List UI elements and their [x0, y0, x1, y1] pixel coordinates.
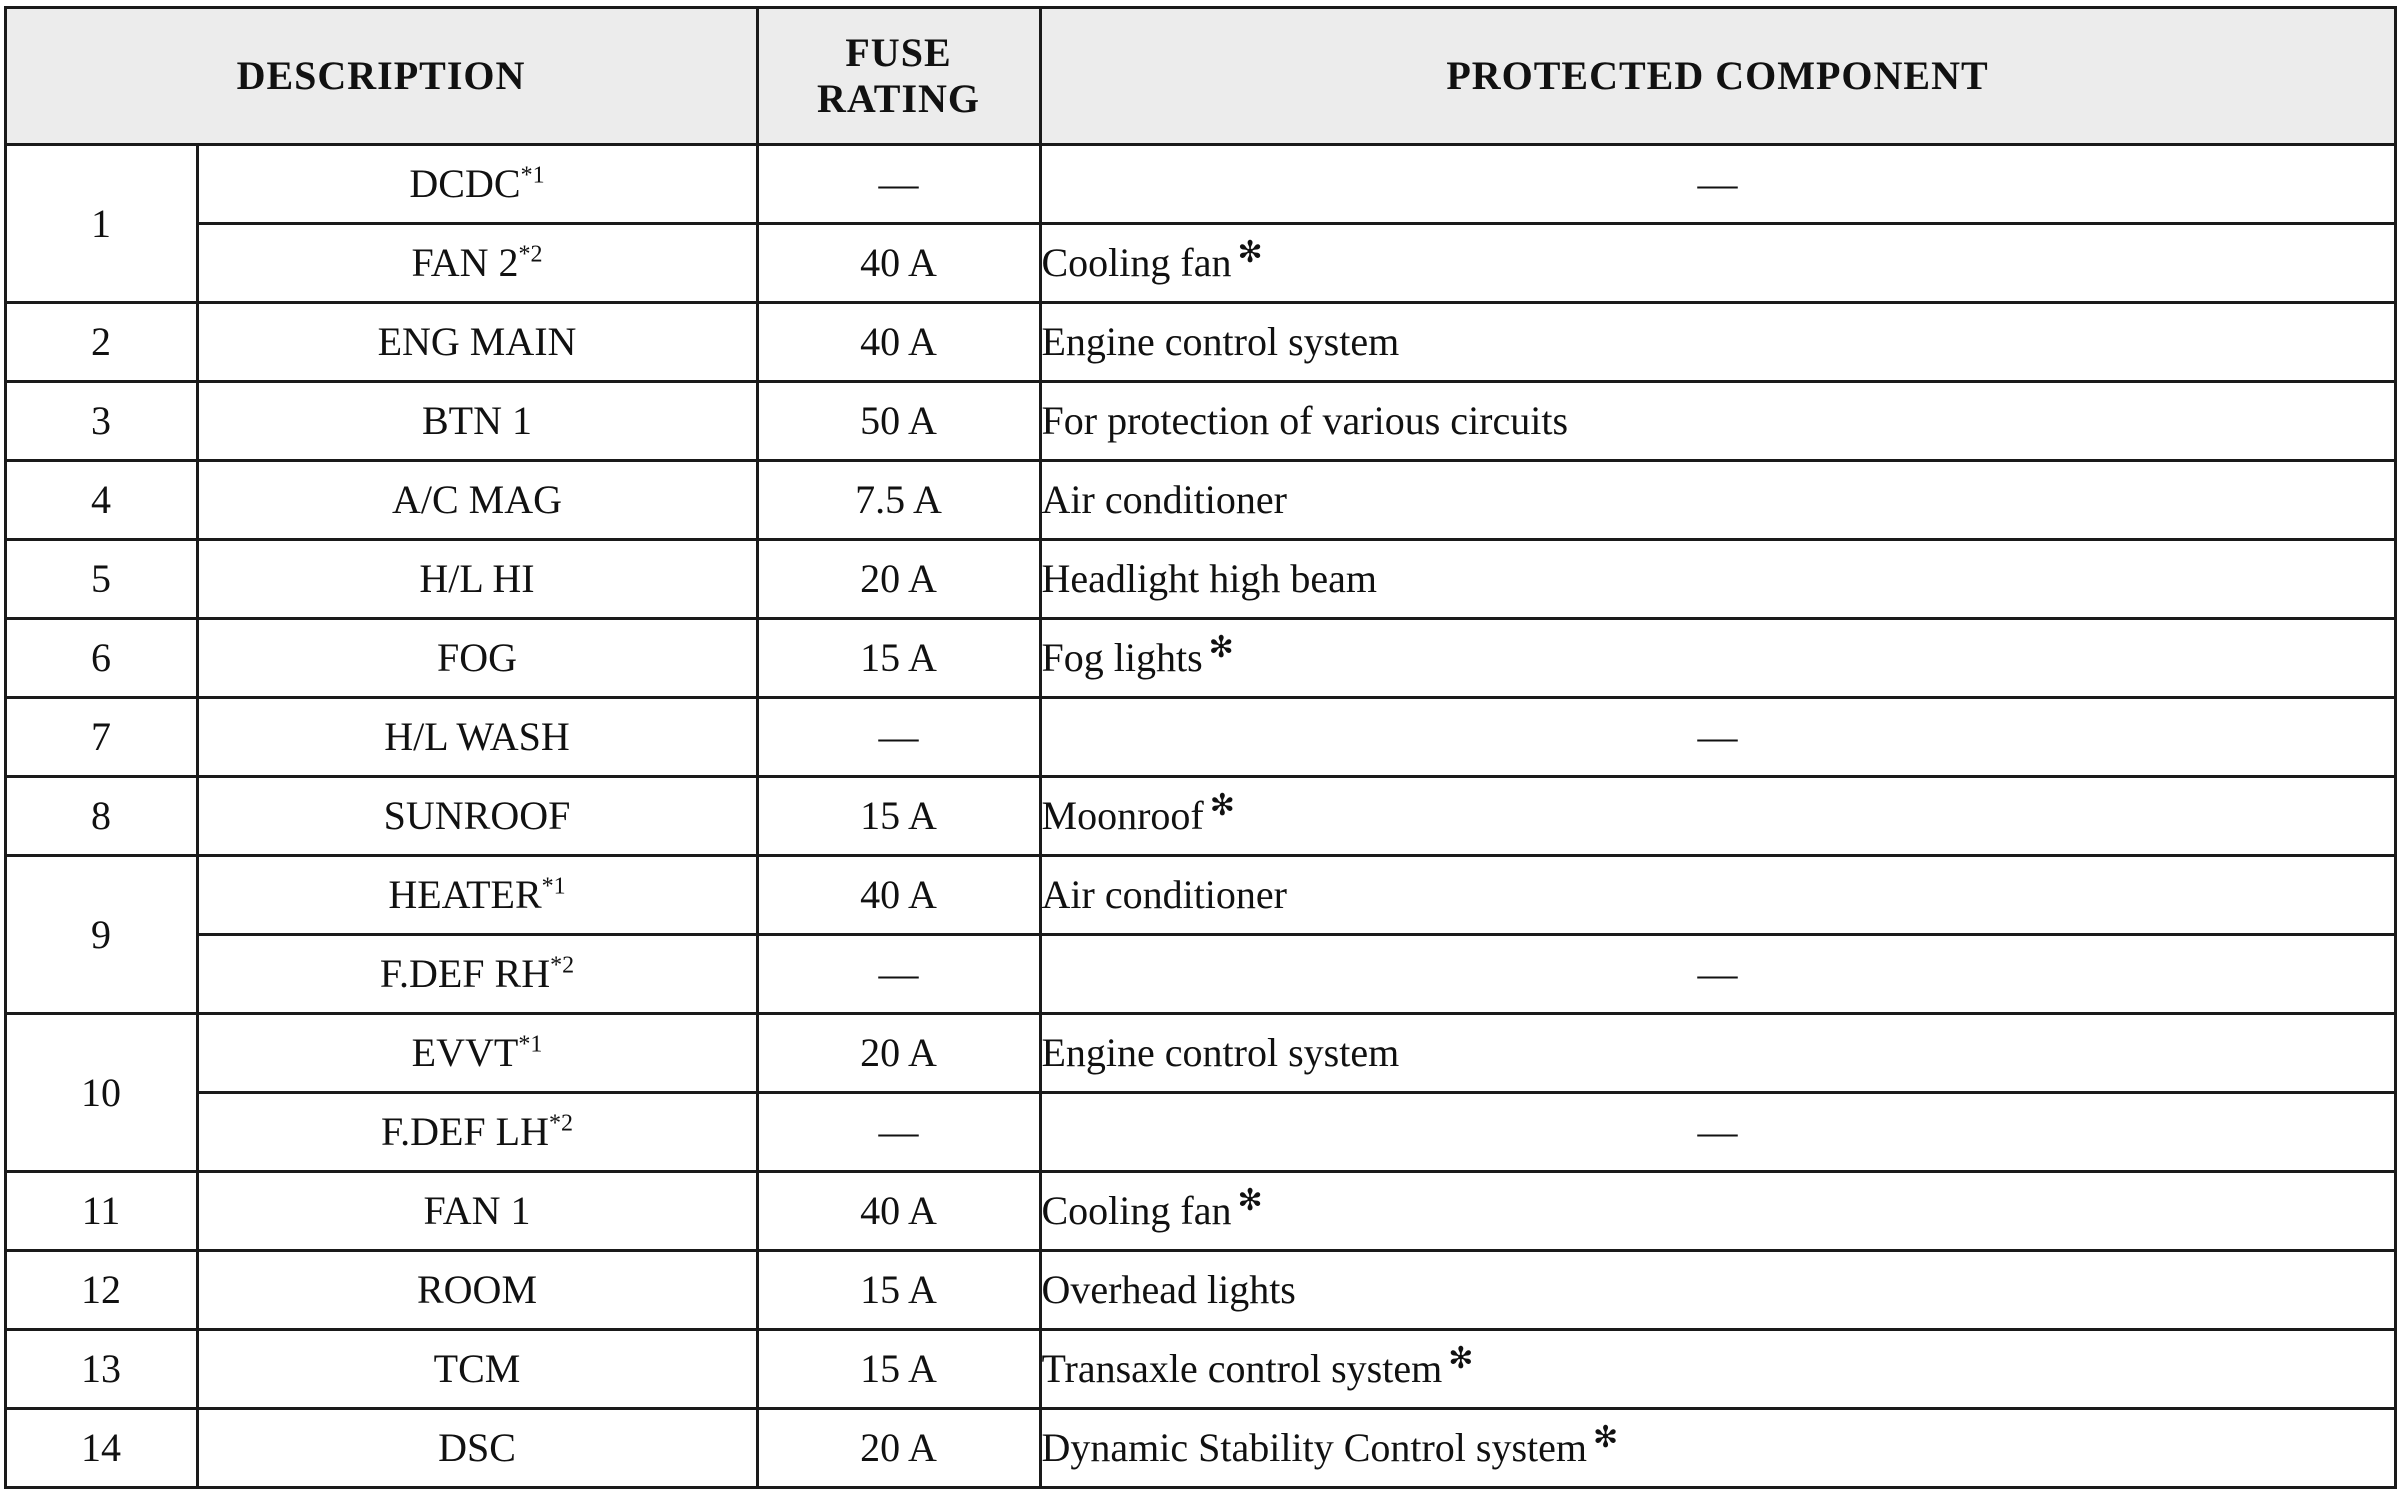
- fuse-number: 5: [5, 540, 197, 619]
- footnote-marker: *2: [550, 952, 575, 979]
- fuse-number: 2: [5, 303, 197, 382]
- fuse-description: [197, 935, 757, 1014]
- protected-component: [1040, 382, 2395, 461]
- header-description: DESCRIPTION: [5, 8, 757, 145]
- protected-component: [1040, 461, 2395, 540]
- protected-component-label: Fog lights: [1041, 635, 1203, 680]
- fuse-number: 13: [5, 1330, 197, 1409]
- table-row: [5, 619, 2395, 698]
- protected-component: [1040, 619, 2395, 698]
- fuse-description-label: H/L WASH: [384, 714, 570, 759]
- table-row: [5, 1172, 2395, 1251]
- fuse-description: [197, 382, 757, 461]
- fuse-rating: 15 A: [757, 1251, 1040, 1330]
- footnote-marker: *1: [518, 1031, 543, 1058]
- fuse-description-label: FAN 1: [423, 1188, 531, 1233]
- table-row: [5, 1014, 2395, 1093]
- protected-component: [1040, 777, 2395, 856]
- fuse-number: 3: [5, 382, 197, 461]
- protected-component: [1040, 935, 2395, 1014]
- footnote-marker: *2: [518, 241, 543, 268]
- fuse-rating: 20 A: [757, 1014, 1040, 1093]
- protected-component-label: —: [1697, 951, 1738, 996]
- fuse-description: [197, 698, 757, 777]
- protected-component-label: Cooling fan: [1041, 1188, 1232, 1233]
- fuse-description-label: FOG: [436, 635, 518, 680]
- fuse-description: [197, 224, 757, 303]
- fuse-description-label: DSC: [438, 1425, 516, 1470]
- fuse-rating: 40 A: [757, 303, 1040, 382]
- table-row: [5, 303, 2395, 382]
- fuse-description-label: ROOM: [416, 1267, 538, 1312]
- fuse-rating: 40 A: [757, 856, 1040, 935]
- protected-component-label: —: [1697, 161, 1738, 206]
- footnote-marker: *1: [520, 162, 545, 189]
- fuse-description-label: FAN 2: [411, 240, 519, 285]
- fuse-rating: —: [757, 1093, 1040, 1172]
- fuse-rating: 40 A: [757, 1172, 1040, 1251]
- protected-component-label: Air conditioner: [1041, 872, 1287, 917]
- fuse-description-label: DCDC: [409, 161, 521, 206]
- fuse-description: [197, 1330, 757, 1409]
- fuse-description: [197, 461, 757, 540]
- table-row: [5, 777, 2395, 856]
- asterisk-icon: ✻: [1237, 1183, 1263, 1217]
- protected-component: [1040, 1251, 2395, 1330]
- protected-component: [1040, 1330, 2395, 1409]
- fuse-description: [197, 1172, 757, 1251]
- protected-component: [1040, 540, 2395, 619]
- protected-component: [1040, 303, 2395, 382]
- protected-component: [1040, 145, 2395, 224]
- fuse-description-label: F.DEF LH: [381, 1109, 549, 1154]
- protected-component-label: Engine control system: [1041, 1030, 1400, 1075]
- protected-component: [1040, 1172, 2395, 1251]
- fuse-description-label: ENG MAIN: [377, 319, 577, 364]
- fuse-description-label: EVVT: [411, 1030, 519, 1075]
- fuse-description: [197, 1251, 757, 1330]
- protected-component-label: —: [1697, 714, 1738, 759]
- protected-component: [1040, 856, 2395, 935]
- fuse-rating: 40 A: [757, 224, 1040, 303]
- protected-component-label: Dynamic Stability Control system: [1041, 1425, 1588, 1470]
- fuse-rating: —: [757, 698, 1040, 777]
- table-row: [5, 145, 2395, 224]
- fuse-description-label: HEATER: [388, 872, 542, 917]
- table-row: [5, 1251, 2395, 1330]
- footnote-marker: *2: [548, 1110, 573, 1137]
- fuse-description: [197, 540, 757, 619]
- fuse-number: 7: [5, 698, 197, 777]
- protected-component-label: Transaxle control system: [1041, 1346, 1443, 1391]
- fuse-description: [197, 303, 757, 382]
- fuse-rating: 15 A: [757, 777, 1040, 856]
- fuse-number: 6: [5, 619, 197, 698]
- table-row: [5, 935, 2395, 1014]
- fuse-description-label: H/L HI: [419, 556, 535, 601]
- fuse-number: 14: [5, 1409, 197, 1488]
- fuse-description: [197, 1014, 757, 1093]
- table-row: [5, 224, 2395, 303]
- table-body: [5, 145, 2395, 1488]
- fuse-box-table: [4, 6, 2397, 1489]
- header-fuse-rating-line2: RATING: [816, 76, 981, 121]
- header-protected-component: PROTECTED COMPONENT: [1040, 8, 2395, 145]
- table-row: [5, 1409, 2395, 1488]
- header-fuse-rating-line1: FUSE: [845, 30, 952, 75]
- fuse-number: 9: [5, 856, 197, 1014]
- protected-component: [1040, 698, 2395, 777]
- protected-component-label: Overhead lights: [1041, 1267, 1296, 1312]
- fuse-rating: 20 A: [757, 1409, 1040, 1488]
- protected-component: [1040, 1014, 2395, 1093]
- protected-component-label: Air conditioner: [1041, 477, 1287, 522]
- fuse-description: [197, 619, 757, 698]
- protected-component-label: Headlight high beam: [1041, 556, 1377, 601]
- fuse-rating: 7.5 A: [757, 461, 1040, 540]
- asterisk-icon: ✻: [1237, 235, 1263, 269]
- fuse-description-label: F.DEF RH: [379, 951, 551, 996]
- protected-component-label: Cooling fan: [1041, 240, 1232, 285]
- fuse-description: [197, 856, 757, 935]
- fuse-number: 11: [5, 1172, 197, 1251]
- fuse-description-label: SUNROOF: [383, 793, 571, 838]
- fuse-rating: —: [757, 145, 1040, 224]
- header-row: [5, 8, 2395, 145]
- fuse-description: [197, 1093, 757, 1172]
- fuse-rating: —: [757, 935, 1040, 1014]
- asterisk-icon: ✻: [1208, 630, 1234, 664]
- fuse-number: 8: [5, 777, 197, 856]
- protected-component: [1040, 1409, 2395, 1488]
- table-row: [5, 698, 2395, 777]
- table-row: [5, 540, 2395, 619]
- fuse-number: 1: [5, 145, 197, 303]
- fuse-description: [197, 1409, 757, 1488]
- fuse-number: 10: [5, 1014, 197, 1172]
- fuse-rating: 20 A: [757, 540, 1040, 619]
- protected-component: [1040, 1093, 2395, 1172]
- protected-component-label: For protection of various circuits: [1041, 398, 1569, 443]
- table-row: [5, 856, 2395, 935]
- fuse-rating: 15 A: [757, 619, 1040, 698]
- fuse-description: [197, 145, 757, 224]
- fuse-description-label: TCM: [433, 1346, 521, 1391]
- fuse-rating: 15 A: [757, 1330, 1040, 1409]
- fuse-description-label: BTN 1: [422, 398, 532, 443]
- fuse-description: [197, 777, 757, 856]
- fuse-number: 4: [5, 461, 197, 540]
- footnote-marker: *1: [541, 873, 566, 900]
- protected-component-label: —: [1697, 1109, 1738, 1154]
- asterisk-icon: ✻: [1593, 1420, 1619, 1454]
- table-row: [5, 382, 2395, 461]
- protected-component-label: Engine control system: [1041, 319, 1400, 364]
- table-row: [5, 1093, 2395, 1172]
- table-row: [5, 1330, 2395, 1409]
- fuse-number: 12: [5, 1251, 197, 1330]
- header-fuse-rating: [757, 8, 1040, 145]
- fuse-description-label: A/C MAG: [391, 477, 563, 522]
- table-row: [5, 461, 2395, 540]
- protected-component: [1040, 224, 2395, 303]
- table-header: [5, 8, 2395, 145]
- fuse-rating: 50 A: [757, 382, 1040, 461]
- protected-component-label: Moonroof: [1041, 793, 1204, 838]
- asterisk-icon: ✻: [1209, 788, 1235, 822]
- asterisk-icon: ✻: [1448, 1341, 1474, 1375]
